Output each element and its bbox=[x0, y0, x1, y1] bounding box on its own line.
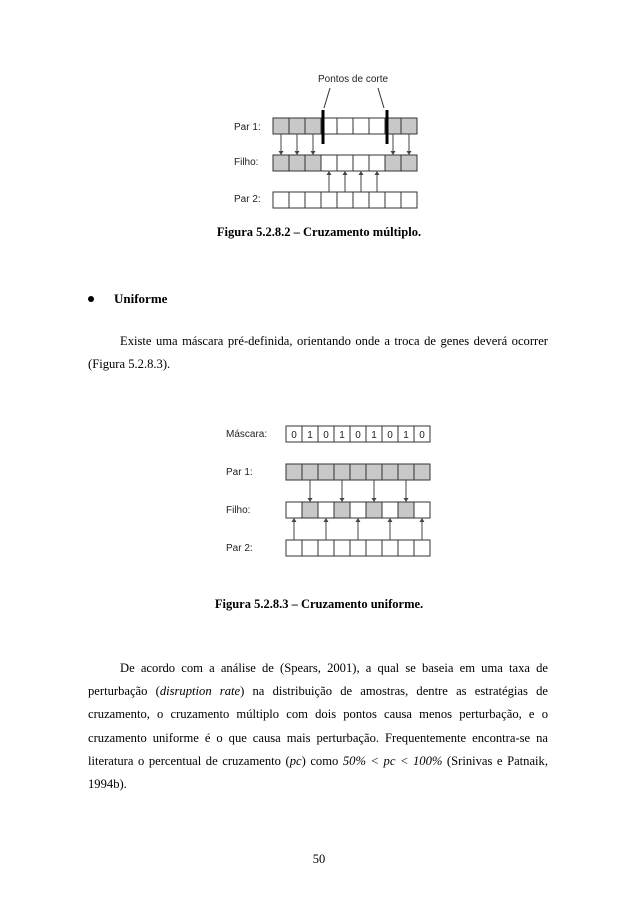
fig1-arrow-up bbox=[359, 171, 364, 192]
fig1-arrow-down bbox=[311, 134, 316, 155]
fig1-filho-cell bbox=[369, 155, 385, 171]
fig2-par1-cell bbox=[382, 464, 398, 480]
fig2-mask-digit: 0 bbox=[355, 430, 361, 441]
fig1-par2-cell bbox=[369, 192, 385, 208]
fig1-par1-cell bbox=[305, 118, 321, 134]
fig2-mask-digit: 1 bbox=[403, 430, 409, 441]
fig1-par1-cell bbox=[353, 118, 369, 134]
fig2-filho-cell bbox=[382, 502, 398, 518]
fig1-filho-cell bbox=[321, 155, 337, 171]
fig2-filho-cell bbox=[398, 502, 414, 518]
row-label-par2: Par 2: bbox=[226, 543, 253, 554]
fig1-filho-cell bbox=[273, 155, 289, 171]
cut-pointer-right bbox=[378, 88, 384, 108]
fig2-arrow-up bbox=[292, 518, 297, 540]
cut-points-label: Pontos de corte bbox=[318, 74, 389, 85]
bullet-title: Uniforme bbox=[114, 291, 168, 306]
fig1-par2-cell bbox=[305, 192, 321, 208]
paragraph2-text-a: De acordo com a análise de (Spears, 2001), a qual se baseia em uma taxa de perturbação ( bbox=[88, 661, 548, 699]
bullet-dot bbox=[88, 296, 94, 302]
fig1-arrow-down bbox=[295, 134, 300, 155]
fig2-arrow-down bbox=[404, 480, 409, 502]
fig2-arrow-down bbox=[308, 480, 313, 502]
figure-multipoint-crossover bbox=[0, 0, 638, 230]
row-label-par1: Par 1: bbox=[226, 467, 253, 478]
fig2-par1-cell bbox=[366, 464, 382, 480]
bullet-uniforme bbox=[88, 291, 167, 307]
fig2-arrow-up bbox=[420, 518, 425, 540]
fig2-arrow-down bbox=[372, 480, 377, 502]
fig2-arrow-up bbox=[356, 518, 361, 540]
paragraph2-text-c: ) como bbox=[301, 753, 339, 768]
fig2-mask-digit: 0 bbox=[419, 430, 425, 441]
row-label-mask: Máscara: bbox=[226, 429, 268, 440]
figure1-caption: Figura 5.2.8.2 – Cruzamento múltiplo. bbox=[216, 225, 422, 239]
fig1-filho-cell bbox=[305, 155, 321, 171]
fig1-par2-cell bbox=[289, 192, 305, 208]
fig2-mask-digit: 1 bbox=[371, 430, 377, 441]
fig1-arrow-down bbox=[279, 134, 284, 155]
fig1-filho-cell bbox=[289, 155, 305, 171]
fig2-arrow-up bbox=[388, 518, 393, 540]
fig2-filho-cell bbox=[286, 502, 302, 518]
fig2-par2-cell bbox=[318, 540, 334, 556]
fig2-filho-cell bbox=[302, 502, 318, 518]
fig2-filho-cell bbox=[318, 502, 334, 518]
figure2-caption: Figura 5.2.8.3 – Cruzamento uniforme. bbox=[214, 597, 424, 611]
paragraph2-italic-pc: pc bbox=[289, 753, 302, 768]
fig1-par1-cell bbox=[273, 118, 289, 134]
fig1-filho-cell bbox=[401, 155, 417, 171]
fig1-par2-cell bbox=[337, 192, 353, 208]
fig2-par2-cell bbox=[414, 540, 430, 556]
figure-uniform-crossover bbox=[0, 410, 638, 590]
fig2-filho-cell bbox=[366, 502, 382, 518]
fig2-par1-cell bbox=[350, 464, 366, 480]
fig2-par2-cell bbox=[398, 540, 414, 556]
fig2-par1-cell bbox=[286, 464, 302, 480]
fig2-par1-cell bbox=[318, 464, 334, 480]
fig2-mask-digit: 0 bbox=[291, 430, 297, 441]
paragraph-uniforme bbox=[88, 330, 548, 376]
fig2-par2-cell bbox=[350, 540, 366, 556]
fig1-par1-cell bbox=[369, 118, 385, 134]
fig1-par1-cell bbox=[289, 118, 305, 134]
fig1-filho-cell bbox=[353, 155, 369, 171]
fig2-mask-digit: 1 bbox=[307, 430, 313, 441]
paragraph-spears bbox=[88, 657, 548, 796]
row-label-filho: Filho: bbox=[234, 157, 259, 168]
paragraph2-text-b: ) na distribuição de amostras, dentre as estratégias de cruzamento, o cruzamento múltiplo com dois pontos causa menos perturbação, e o cruzamento uniforme é o que causa mais perturbação. Frequentemente encontra-se na literatura o percentual de cruzamento ( bbox=[88, 684, 548, 768]
paragraph1-text: Existe uma máscara pré-definida, orientando onde a troca de genes deverá ocorrer (Figura 5.2.8.3). bbox=[88, 334, 548, 372]
fig1-par2-cell bbox=[401, 192, 417, 208]
fig1-par1-cell bbox=[337, 118, 353, 134]
paragraph2-formula: 50% < pc < 100% bbox=[342, 753, 443, 768]
fig2-arrow-up bbox=[324, 518, 329, 540]
paragraph2-text-d: (Srinivas e Patnaik, 1994b). bbox=[88, 753, 548, 792]
fig1-arrow-up bbox=[375, 171, 380, 192]
fig1-par2-cell bbox=[321, 192, 337, 208]
fig2-mask-digit: 0 bbox=[323, 430, 329, 441]
fig2-filho-cell bbox=[350, 502, 366, 518]
fig1-arrow-down bbox=[391, 134, 396, 155]
fig2-arrow-down bbox=[340, 480, 345, 502]
fig1-filho-cell bbox=[337, 155, 353, 171]
fig1-arrow-up bbox=[327, 171, 332, 192]
fig2-par1-cell bbox=[302, 464, 318, 480]
fig1-arrow-up bbox=[343, 171, 348, 192]
fig2-filho-cell bbox=[414, 502, 430, 518]
fig1-filho-cell bbox=[385, 155, 401, 171]
fig2-filho-cell bbox=[334, 502, 350, 518]
fig1-par2-cell bbox=[273, 192, 289, 208]
fig2-par2-cell bbox=[382, 540, 398, 556]
fig2-par2-cell bbox=[302, 540, 318, 556]
row-label-par2: Par 2: bbox=[234, 194, 261, 205]
fig1-arrow-down bbox=[407, 134, 412, 155]
cut-pointer-left bbox=[324, 88, 330, 108]
fig2-mask-digit: 1 bbox=[339, 430, 345, 441]
fig2-mask-digit: 0 bbox=[387, 430, 393, 441]
row-label-filho: Filho: bbox=[226, 505, 251, 516]
fig2-par1-cell bbox=[334, 464, 350, 480]
fig2-par2-cell bbox=[286, 540, 302, 556]
fig1-par1-cell bbox=[401, 118, 417, 134]
fig1-par2-cell bbox=[385, 192, 401, 208]
page-number: 50 bbox=[312, 852, 326, 866]
paragraph2-italic-disruption: disruption rate bbox=[159, 684, 241, 699]
fig2-par2-cell bbox=[366, 540, 382, 556]
fig1-par2-cell bbox=[353, 192, 369, 208]
fig2-par2-cell bbox=[334, 540, 350, 556]
row-label-par1: Par 1: bbox=[234, 122, 261, 133]
fig2-par1-cell bbox=[414, 464, 430, 480]
fig2-par1-cell bbox=[398, 464, 414, 480]
